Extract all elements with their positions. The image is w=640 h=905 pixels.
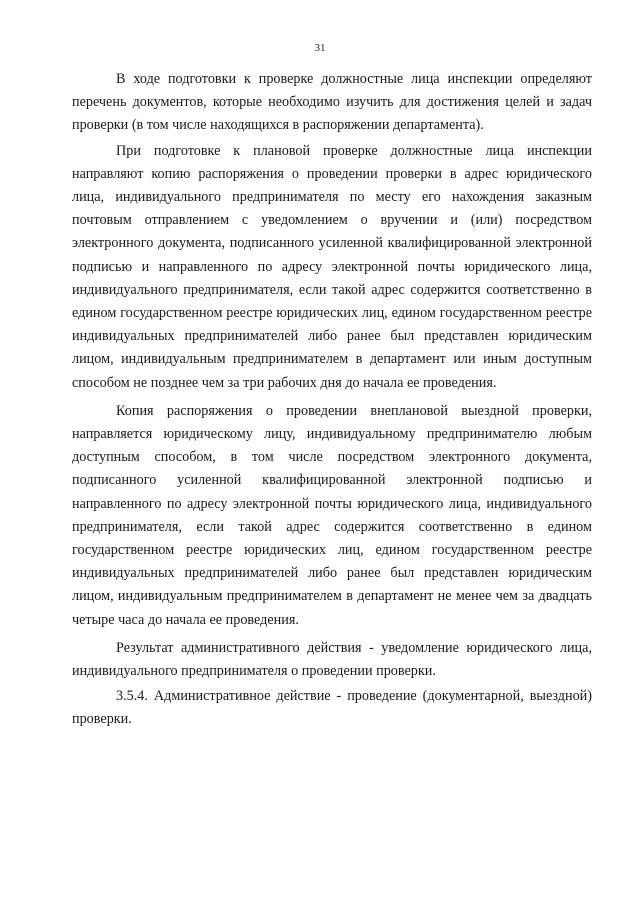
- paragraph-unscheduled-inspection-notice: Копия распоряжения о проведении внеплановой выездной проверки, направляется юридическому лицу, индивидуальному предпринимателю любым доступным способом, в том числе посредством электронного документа, подписанного усиленной квалифицированной электронной подписью и направленного по адресу электронной почты юридического лица, индивидуального предпринимателя, если такой адрес содержится соответственно в едином государственном реестре юридических лиц, едином государственном реестре индивидуальных предпринимателей либо ранее был представлен юридическим лицом, индивидуальным предпринимателем в департамент не менее чем за двадцать четыре часа до начала ее проведения.: [72, 402, 592, 628]
- paragraph-action-result: Результат административного действия - уведомление юридического лица, индивидуального предпринимателя о проведении проверки.: [72, 639, 592, 680]
- paragraph-preparation-documents: В ходе подготовки к проверке должностные лица инспекции определяют перечень документов, которые необходимо изучить для достижения целей и задач проверки (в том числе находящихся в распоряжении департамента).: [72, 71, 592, 134]
- document-body: [72, 68, 592, 734]
- page-number: 31: [314, 42, 326, 54]
- paragraph-section-3-5-4: 3.5.4. Административное действие - проведение (документарной, выездной) проверки.: [72, 688, 592, 728]
- paragraph-planned-inspection-notice: При подготовке к плановой проверке должностные лица инспекции направляют копию распоряжения о проведении проверки в адрес юридического лица, индивидуального предпринимателя по месту его нахождения заказным почтовым отправлением с уведомлением о вручении и (или) посредством электронного документа, подписанного усиленной квалифицированной электронной подписью и направленного по адресу электронной почты юридического лица, индивидуального предпринимателя, если такой адрес содержится соответственно в едином государственном реестре юридических лиц, едином государственном реестре индивидуальных предпринимателей либо ранее был представлен юридическим лицом, индивидуальным предпринимателем в департамент или иным доступным способом не позднее чем за три рабочих дня до начала ее проведения.: [72, 142, 592, 391]
